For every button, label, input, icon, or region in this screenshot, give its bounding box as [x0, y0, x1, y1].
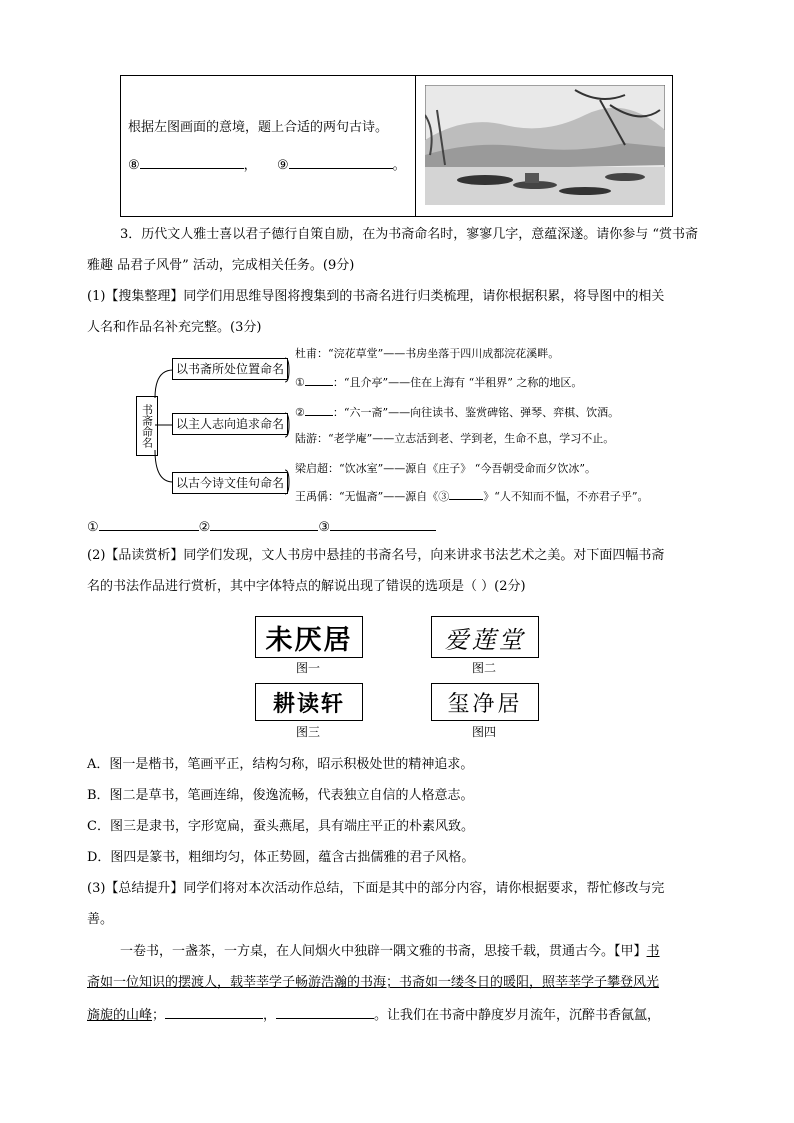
essay-line3-underlined: 旖旎的山峰	[87, 1008, 153, 1023]
mindmap-blank2-label: ②	[295, 406, 305, 419]
mindmap-blank1-text: ：“且介亭”——住在上海有 “半租界” 之称的地区。	[332, 376, 583, 389]
answer-1-label: ①	[87, 520, 99, 535]
essay-line3-text: 。让我们在书斋中静度岁月流年，沉醉书香氤氲，	[374, 1008, 661, 1023]
p1-line2: 人名和作品名补充完整。(3分)	[87, 320, 262, 335]
blank-9-label: ⑨	[276, 158, 289, 173]
answers-row	[87, 518, 436, 536]
mindmap-blank2-line[interactable]	[305, 405, 333, 416]
p3-line1: (3)【总结提升】同学们将对本次活动作总结，下面是其中的部分内容，请你根据要求，帮忙修改与完	[87, 881, 665, 896]
mindmap-branch-poetry: 以古今诗文佳句命名	[172, 472, 288, 494]
essay-comma: ，	[263, 1008, 277, 1023]
essay-line1-text: 一卷书，一盏茶，一方桌，在人间烟火中独辟一隅文雅的书斋，思接千载，贯通古今。【甲】	[120, 944, 647, 959]
essay-blank-2[interactable]	[276, 1006, 374, 1019]
p3-line2: 善。	[87, 912, 114, 927]
option-d[interactable]: D．图四是篆书，粗细均匀，体正势圆，蕴含古拙儒雅的君子风格。	[87, 850, 475, 865]
mindmap-blank3-line[interactable]	[449, 489, 483, 500]
p2-line2: 名的书法作品进行赏析，其中字体特点的解说出现了错误的选项是（ ）(2分)	[87, 579, 526, 594]
poem-blanks	[128, 156, 406, 174]
caption-1: 图一	[295, 661, 320, 675]
mindmap-item-blank1	[295, 375, 582, 390]
mindmap-item-wang	[295, 489, 649, 504]
calligraphy-1: 未厌居	[255, 616, 363, 658]
mindmap-blank1-label: ①	[295, 376, 305, 389]
answer-1-line[interactable]	[99, 518, 199, 531]
answer-2-line[interactable]	[210, 518, 318, 531]
q3-line1: 3．历代文人雅士喜以君子德行自策自励，在为书斋命名时，寥寥几字，意蕴深遂。请你参与 “赏书斋	[120, 227, 699, 242]
blank-8-label: ⑧	[128, 158, 140, 173]
essay-line2: 斋如一位知识的摆渡人，载莘莘学子畅游浩瀚的书海；书斋如一缕冬日的暖阳，照莘莘学子攀登风光	[87, 975, 660, 990]
comma: ，	[243, 158, 257, 173]
mindmap-blank3-label: 王禹偁：“无愠斋”——源自《③	[295, 490, 450, 503]
q3-line2: 雅趣 品君子风骨” 活动，完成相关任务。(9分)	[87, 258, 355, 273]
essay-semicolon: ；	[152, 1008, 166, 1023]
landscape-painting	[425, 85, 665, 205]
essay-blank-1[interactable]	[165, 1006, 263, 1019]
option-a[interactable]: A．图一是楷书，笔画平正，结构匀称，昭示积极处世的精神追求。	[87, 757, 474, 772]
answer-2-label: ②	[198, 520, 211, 535]
essay-line1	[120, 944, 660, 960]
essay-line3	[87, 1006, 660, 1024]
period: 。	[392, 158, 406, 173]
p1-line1: (1)【搜集整理】同学们用思维导图将搜集到的书斋名进行归类梳理，请你根据积累，将导图中的相关	[87, 289, 665, 304]
mindmap-item-liang: 梁启超：“饮冰室”——源自《庄子》 “今吾朝受命而夕饮冰”。	[295, 462, 596, 475]
calligraphy-4: 玺净居	[431, 683, 539, 721]
answer-3-line[interactable]	[330, 518, 436, 531]
mindmap-item-dufu: 杜甫：“浣花草堂”——书房坐落于四川成都浣花溪畔。	[295, 347, 560, 360]
caption-2: 图二	[471, 661, 496, 675]
poem-prompt: 根据左图画面的意境，题上合适的两句古诗。	[128, 120, 389, 135]
mindmap-item-luyou: 陆游：“老学庵”——立志活到老、学到老，生命不息，学习不止。	[295, 432, 615, 445]
calligraphy-2: 爱莲堂	[431, 616, 539, 658]
calligraphy-3: 耕读轩	[255, 683, 363, 721]
option-c[interactable]: C．图三是隶书，字形宽扁，蚕头燕尾，具有端庄平正的朴素风致。	[87, 819, 474, 834]
option-b[interactable]: B．图二是草书，笔画连绵，俊逸流畅，代表独立自信的人格意志。	[87, 788, 474, 803]
essay-line1-underlined: 书	[646, 944, 660, 959]
caption-3: 图三	[295, 725, 320, 739]
mindmap-item-blank2	[295, 405, 619, 420]
p2-line1: (2)【品读赏析】同学们发现，文人书房中悬挂的书斋名号，向来讲求书法艺术之美。对下面四幅书斋	[87, 548, 665, 563]
mindmap-blank1-line[interactable]	[305, 375, 333, 386]
blank-9-line[interactable]	[289, 156, 393, 169]
mindmap-branch-location: 以书斋所处位置命名	[172, 358, 288, 380]
table-divider	[415, 75, 416, 216]
mindmap-blank3-text: 》“人不知而不愠，不亦君子乎”。	[483, 490, 649, 503]
answer-3-label: ③	[318, 520, 330, 535]
blank-8-line[interactable]	[140, 156, 244, 169]
caption-4: 图四	[471, 725, 496, 739]
mindmap-branch-aspiration: 以主人志向追求命名	[172, 413, 288, 435]
mindmap-root: 书斋命名	[136, 396, 158, 456]
mindmap-blank2-text: ：“六一斋”——向往读书、鉴赏碑铭、弹琴、弈棋、饮酒。	[332, 406, 620, 419]
